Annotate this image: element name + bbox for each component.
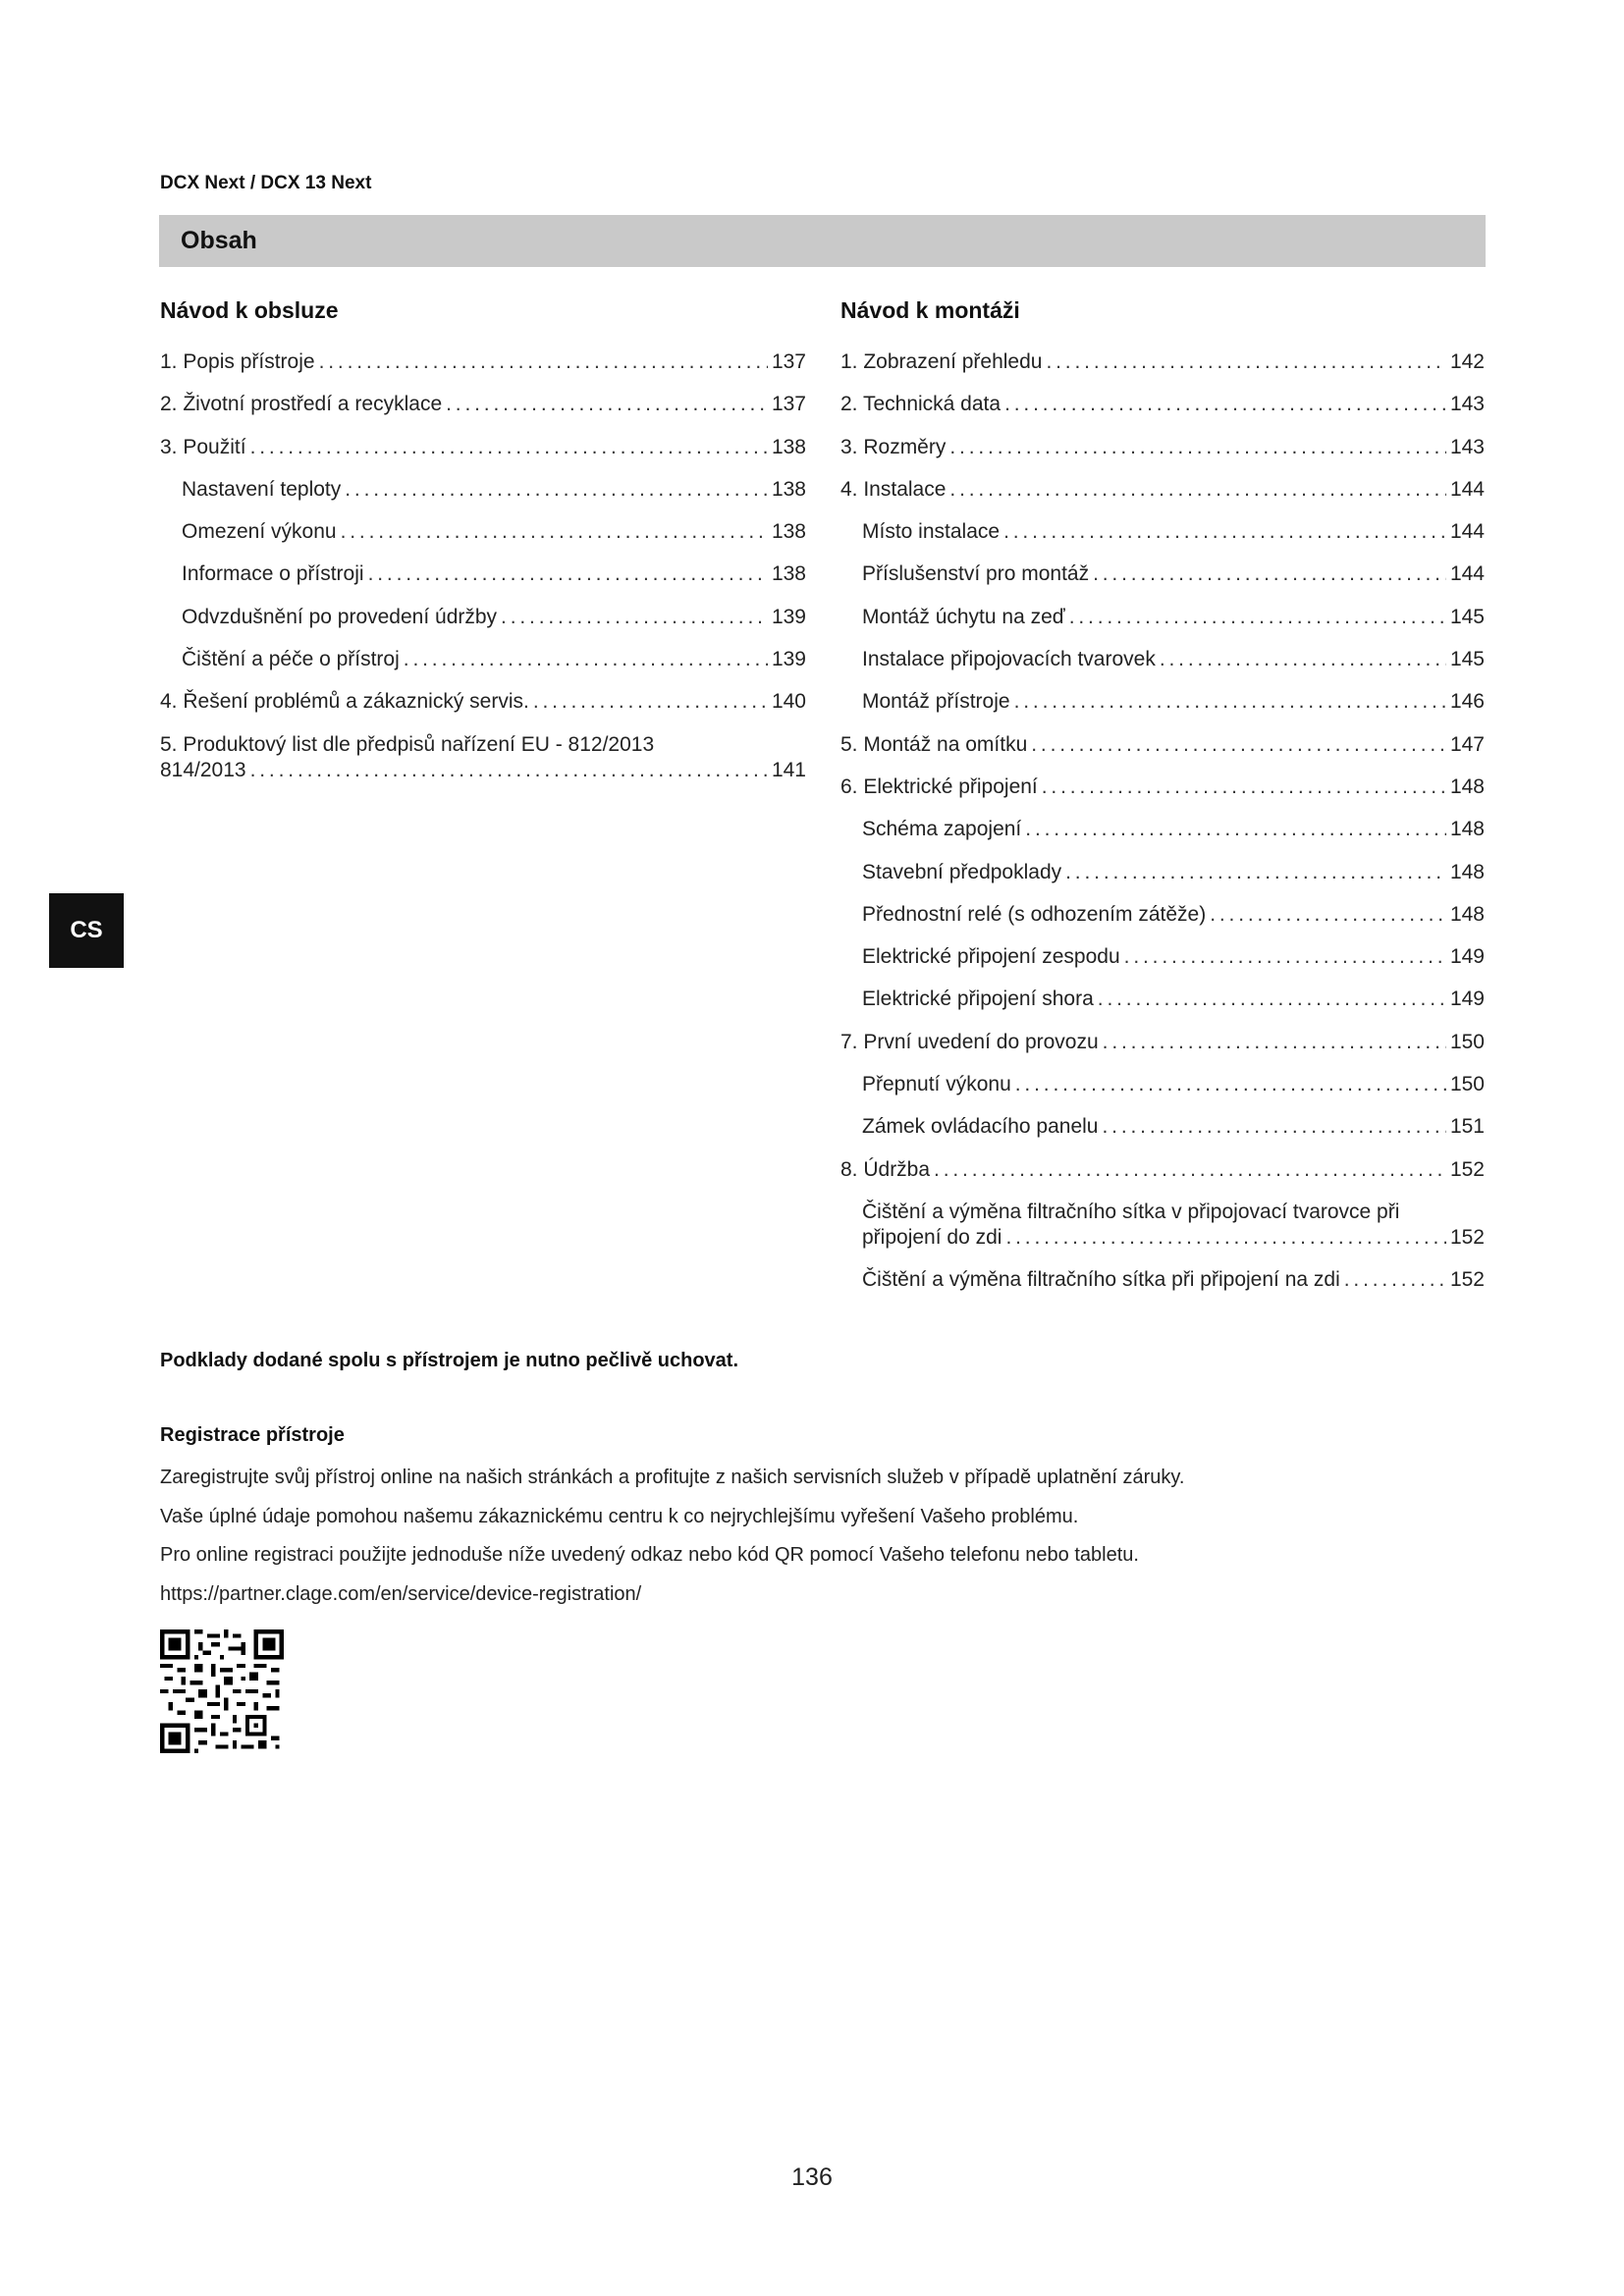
toc-page-number: 143 [1449, 393, 1485, 416]
toc-list-operation [160, 349, 806, 783]
toc-page-number: 144 [1449, 520, 1485, 544]
toc-page-number: 148 [1449, 860, 1485, 883]
registration-line: Zaregistrujte svůj přístroj online na našich stránkách a profitujte z našich servisních služeb v případě uplatnění záruky. [160, 1467, 1185, 1488]
toc-subentry[interactable]: Místo instalace . . . 144 [840, 519, 1485, 561]
toc-entry[interactable]: 5. Montáž na omítku . . . 147 [840, 732, 1485, 774]
toc-entry[interactable]: 4. Řešení problémů a zákaznický servis. . . . 140 [160, 689, 806, 731]
toc-subentry[interactable]: Montáž úchytu na zeď . . . 145 [840, 605, 1485, 647]
toc-subentry[interactable]: Čištění a výměna filtračního sítka v připojovací tvarovce při připojení do zdi . . . 152 [840, 1200, 1485, 1251]
toc-entry[interactable]: 3. Rozměry . . . 143 [840, 435, 1485, 477]
toc-page-number: 141 [771, 758, 806, 781]
toc-page-number: 151 [1449, 1115, 1485, 1139]
section-header-bar [159, 215, 1486, 267]
toc-page-number: 152 [1449, 1157, 1485, 1181]
toc-subentry[interactable]: Instalace připojovacích tvarovek . . . 145 [840, 647, 1485, 689]
toc-entry[interactable]: 3. Použití . . . 138 [160, 435, 806, 477]
toc-subentry[interactable]: Čištění a výměna filtračního sítka při připojení na zdi . . . 152 [840, 1267, 1485, 1309]
toc-page-number: 142 [1449, 350, 1485, 373]
registration-link[interactable]: https://partner.clage.com/en/service/device-registration/ [160, 1582, 642, 1605]
toc-page-number: 139 [771, 605, 806, 628]
toc-subentry[interactable]: Nastavení teploty . . . 138 [160, 477, 806, 519]
toc-page-number: 152 [1449, 1225, 1485, 1249]
toc-entry[interactable]: 5. Produktový list dle předpisů nařízení EU - 812/2013 814/2013 . . . 141 [160, 732, 806, 783]
toc-entry[interactable]: 1. Popis přístroje . . . 137 [160, 349, 806, 392]
toc-subentry[interactable]: Elektrické připojení zespodu . . . 149 [840, 944, 1485, 987]
toc-page-number: 145 [1449, 605, 1485, 628]
toc-subentry[interactable]: Čištění a péče o přístroj . . . 139 [160, 647, 806, 689]
toc-heading-installation: Návod k montáži [840, 297, 1020, 323]
toc-subentry[interactable]: Montáž přístroje . . . 146 [840, 689, 1485, 731]
toc-page-number: 146 [1449, 690, 1485, 714]
registration-text [160, 1459, 1486, 1614]
keep-documents-note: Podklady dodané spolu s přístrojem je nutno pečlivě uchovat. [160, 1350, 739, 1371]
toc-subentry[interactable]: Odvzdušnění po provedení údržby . . . 139 [160, 605, 806, 647]
toc-entry[interactable]: 2. Technická data . . . 143 [840, 392, 1485, 434]
toc-page-number: 138 [771, 477, 806, 501]
toc-subentry[interactable]: Příslušenství pro montáž . . . 144 [840, 561, 1485, 604]
registration-line: Vaše úplné údaje pomohou našemu zákaznickému centru k co nejrychlejšímu vyřešení Vašeho problému. [160, 1505, 1079, 1527]
toc-entry[interactable]: 4. Instalace . . . 144 [840, 477, 1485, 519]
toc-subentry[interactable]: Informace o přístroji . . . 138 [160, 561, 806, 604]
toc-page-number: 138 [771, 562, 806, 586]
toc-page-number: 147 [1449, 732, 1485, 756]
section-title: Obsah [181, 227, 257, 254]
toc-page-number: 148 [1449, 818, 1485, 841]
toc-page-number: 143 [1449, 435, 1485, 458]
toc-entry[interactable]: 1. Zobrazení přehledu . . . 142 [840, 349, 1485, 392]
toc-entry[interactable]: 8. Údržba . . . 152 [840, 1157, 1485, 1200]
page-number: 136 [791, 2163, 833, 2191]
toc-page-number: 148 [1449, 902, 1485, 926]
registration-line: Pro online registraci použijte jednoduše níže uvedený odkaz nebo kód QR pomocí Vašeho telefonu nebo tabletu. [160, 1544, 1139, 1566]
toc-subentry[interactable]: Elektrické připojení shora . . . 149 [840, 987, 1485, 1029]
toc-page-number: 150 [1449, 1030, 1485, 1053]
toc-page-number: 150 [1449, 1073, 1485, 1096]
qr-code-icon[interactable] [160, 1629, 284, 1753]
toc-subentry[interactable]: Stavební předpoklady . . . 148 [840, 860, 1485, 902]
toc-column-installation [840, 297, 1485, 1309]
language-tab: CS [49, 893, 124, 968]
toc-page-number: 148 [1449, 774, 1485, 798]
toc-page-number: 140 [771, 690, 806, 714]
toc-page-number: 138 [771, 435, 806, 458]
toc-page-number: 139 [771, 648, 806, 671]
toc-page-number: 137 [771, 393, 806, 416]
toc-page-number: 137 [771, 350, 806, 373]
toc-page-number: 138 [771, 520, 806, 544]
toc-column-operation [160, 297, 806, 800]
toc-page-number: 149 [1449, 945, 1485, 969]
toc-subentry[interactable]: Schéma zapojení . . . 148 [840, 817, 1485, 859]
toc-list-installation [840, 349, 1485, 1309]
toc-subentry[interactable]: Zámek ovládacího panelu . . . 151 [840, 1114, 1485, 1156]
toc-entry[interactable]: 6. Elektrické připojení . . . 148 [840, 774, 1485, 817]
toc-subentry[interactable]: Přednostní relé (s odhozením zátěže) . . . 148 [840, 902, 1485, 944]
document-title: DCX Next / DCX 13 Next [160, 173, 372, 193]
toc-subentry[interactable]: Přepnutí výkonu . . . 150 [840, 1072, 1485, 1114]
toc-entry[interactable]: 7. První uvedení do provozu . . . 150 [840, 1030, 1485, 1072]
toc-page-number: 144 [1449, 477, 1485, 501]
toc-page-number: 145 [1449, 648, 1485, 671]
toc-entry[interactable]: 2. Životní prostředí a recyklace . . . 137 [160, 392, 806, 434]
toc-subentry[interactable]: Omezení výkonu . . . 138 [160, 519, 806, 561]
registration-heading: Registrace přístroje [160, 1424, 345, 1446]
toc-page-number: 144 [1449, 562, 1485, 586]
toc-page-number: 149 [1449, 988, 1485, 1011]
toc-page-number: 152 [1449, 1267, 1485, 1291]
toc-heading-operation: Návod k obsluze [160, 297, 339, 323]
